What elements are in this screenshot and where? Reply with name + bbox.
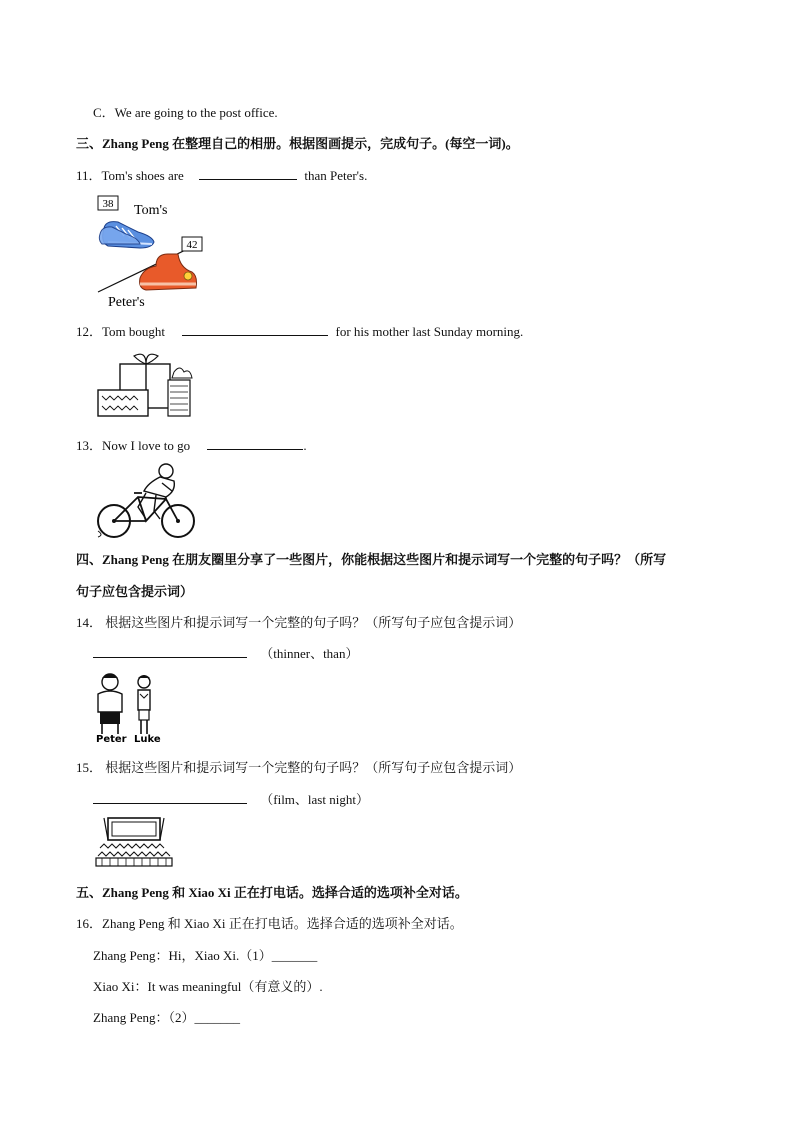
dialogue-line-1: Zhang Peng：Hi，Xiao Xi.（1）_______ [93,948,318,963]
people-image [94,672,164,744]
q15-hint: （film、last night） [260,792,369,807]
cyclist-image [94,461,198,541]
luke-name: Luke [134,734,161,744]
q12-answer-blank[interactable] [182,323,328,336]
q11-text-end: than Peter's. [304,168,368,183]
tom-size: 38 [102,198,114,210]
shoes-image [94,192,206,312]
peter-size: 42 [186,239,198,251]
question-14: 14． 根据这些图片和提示词写一个完整的句子吗？（所写句子应包含提示词） [76,615,522,630]
cinema-image [94,816,174,868]
q14-answer-blank[interactable] [93,645,247,658]
tom-label: Tom's [134,203,168,218]
q14-answer-line [93,643,358,662]
peter-label: Peter's [108,295,145,310]
q15-answer-line [93,789,369,808]
section-3-heading: 三、Zhang Peng 在整理自己的相册。根据图画提示，完成句子。(每空一词)。 [76,136,519,151]
q11-answer-blank[interactable] [199,167,297,180]
section-4-heading-line2: 句子应包含提示词） [76,584,194,599]
q15-answer-blank[interactable] [93,791,247,804]
question-15: 15． 根据这些图片和提示词写一个完整的句子吗？（所写句子应包含提示词） [76,760,522,775]
q14-hint: （thinner、than） [260,646,359,661]
q13-text: 13．Now I love to go [76,438,191,453]
dialogue-line-2: Xiao Xi：It was meaningful（有意义的）. [93,979,323,994]
question-13 [76,435,307,454]
dialogue-line-3: Zhang Peng：（2）_______ [93,1010,240,1025]
q13-text-end: . [303,438,307,453]
question-16: 16．Zhang Peng 和 Xiao Xi 正在打电话。选择合适的选项补全对话。 [76,916,463,931]
section-4-heading-line1: 四、Zhang Peng 在朋友圈里分享了一些图片，你能根据这些图片和提示词写一个完整的句子吗？（所写 [76,552,667,567]
peter-name: Peter [96,734,127,744]
q12-text-end: for his mother last Sunday morning. [335,324,524,339]
q11-text: 11．Tom's shoes are [76,168,184,183]
q13-answer-blank[interactable] [207,437,303,450]
gifts-image [94,350,198,420]
question-11 [76,165,367,184]
option-c: C．We are going to the post office. [93,105,278,120]
section-5-heading: 五、Zhang Peng 和 Xiao Xi 正在打电话。选择合适的选项补全对话。 [76,885,468,900]
q12-text: 12．Tom bought [76,324,166,339]
question-12 [76,321,523,340]
